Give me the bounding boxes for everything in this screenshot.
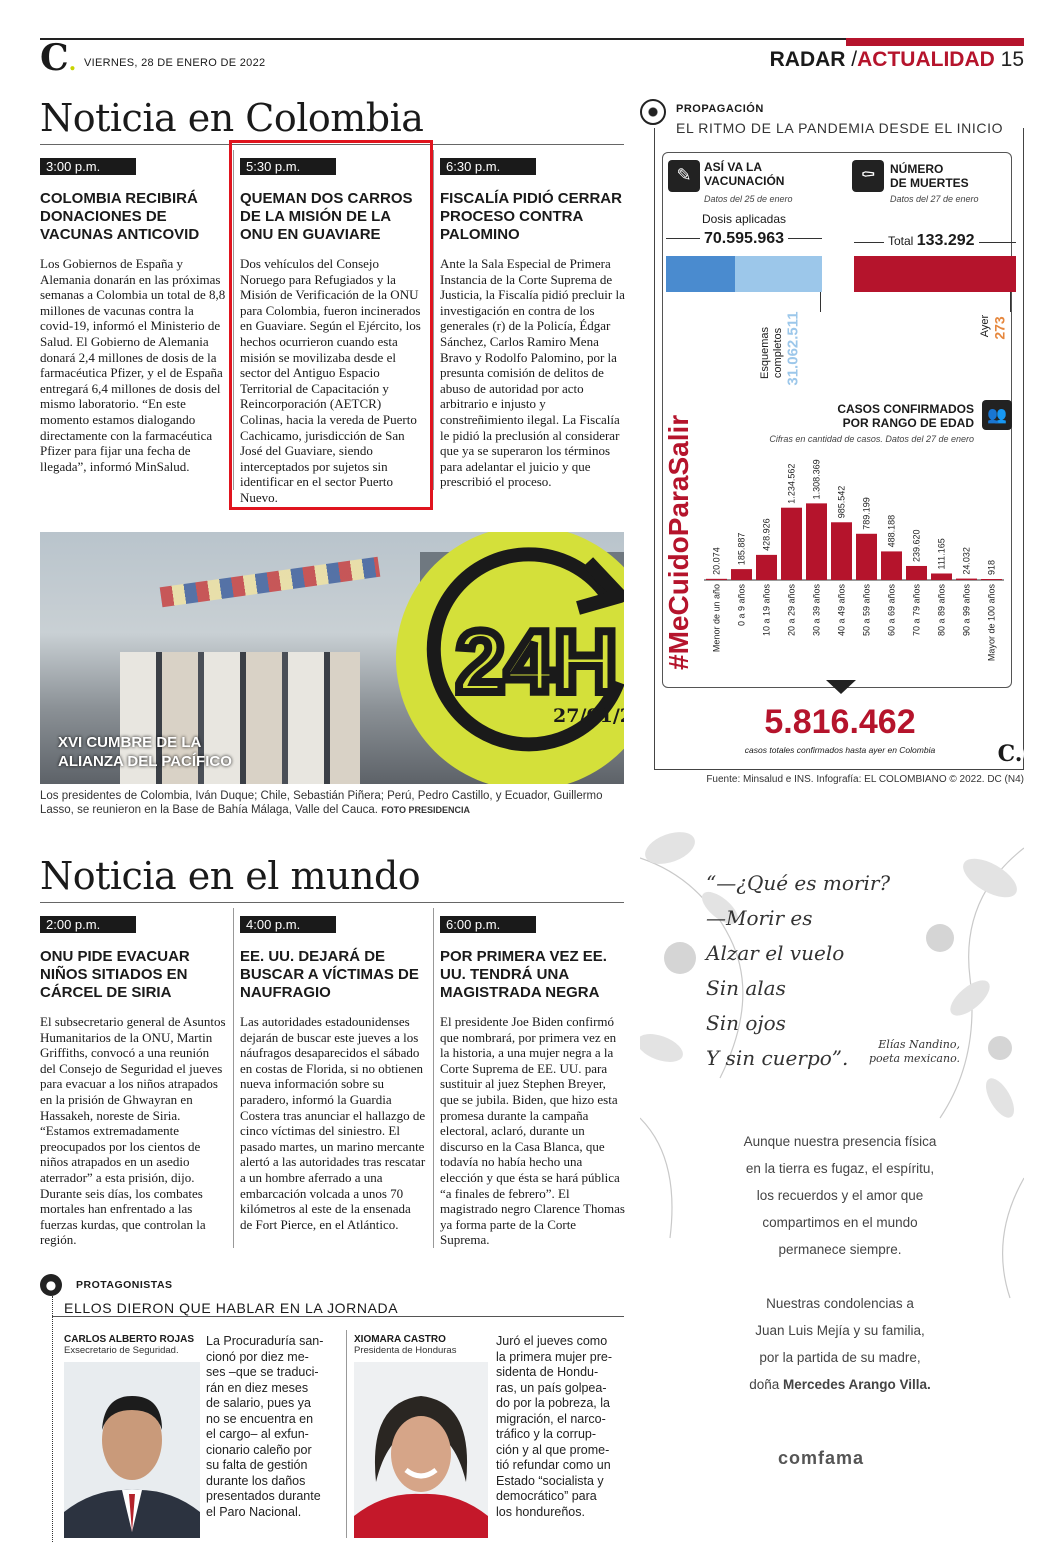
poem-line: “—¿Qué es morir? (706, 871, 891, 895)
time-badge: 2:00 p.m. (40, 916, 136, 933)
infographic-source: Fuente: Minsalud e INS. Infografía: EL COLOMBIANO © 2022. DC (N4) (706, 774, 1024, 785)
time-badge: 3:00 p.m. (40, 158, 136, 175)
poem-line: Sin alas (706, 976, 786, 1000)
text-line: ras, un país golpea- (496, 1380, 607, 1395)
bar-value-label: 488.188 (886, 514, 897, 548)
text-line: los hondureños. (496, 1504, 585, 1519)
poet-credit: Elías Nandino, poeta mexicano. (868, 1038, 960, 1065)
yesterday-block (979, 296, 1022, 346)
category-label: 90 a 99 años (961, 584, 972, 637)
news-item-mundo-1 (40, 916, 226, 1248)
total-cases: 5.816.462 (764, 703, 916, 741)
page-number: 15 (1000, 48, 1024, 71)
column-divider (433, 908, 434, 1248)
bar-7 (881, 551, 902, 580)
bar-3 (781, 508, 802, 580)
category-label: Menor de un año (711, 584, 722, 653)
news-body: Dos vehículos del Consejo Noruego para Refugiados y la Misión de Verificación de la ONU para Colombia, fueron incinerados en Guaviare. Según el Ejército, los hechos ocurrieron cuando esta misión se movilizaba desde el sector del Antiguo Espacio Territorial de Capacitación y Reincorporación (AETCR) Colinas, hacia la vereda de Puerto Cachicamo, jurisdicción de San José del Guaviare, siendo interceptados por sujetos sin identificar en el sector Puerto Nuevo. (240, 256, 421, 505)
category-label: Mayor de 100 años (986, 584, 997, 662)
category-label: 0 a 9 años (736, 584, 747, 627)
text-line: migración, el narco- (496, 1411, 606, 1426)
section-name: RADAR (769, 48, 846, 71)
news-headline: EE. UU. DEJARÁ DE BUSCAR A VÍCTIMAS DE NAUFRAGIO (240, 948, 419, 1001)
text-line: cionó por diez me- (206, 1349, 309, 1364)
complete-value: 31.062.511 (784, 311, 802, 386)
hashtag-text: #MeCuidoParaSalir (663, 414, 694, 670)
dotted-rule (52, 1296, 53, 1542)
text-line: ción y al que prome- (496, 1442, 610, 1457)
news-body: Los Gobiernos de España y Alemania donarán en las próximas semanas a Colombia un total de 8,8 millones de vacunas contra la covid-19, informó el Ministerio de Salud. El Gobierno de Alemania donará 2,4 millones de dosis de la farmacéutica Pfizer, y el de España entregará 6,4 millones de dosis del mismo laboratorio. “En este momento estamos dialogando directamente con la farmacéutica Pfizer para fijar una fecha de llegada”, informó MinSalud. (40, 256, 226, 474)
poem-line: Y sin cuerpo”. (706, 1046, 849, 1070)
badge-text: 24H (456, 612, 618, 711)
protagonist-1-photo (64, 1362, 200, 1538)
category-label: 10 a 19 años (761, 584, 772, 637)
infographic-subtitle: EL RITMO DE LA PANDEMIA DESDE EL INICIO (676, 120, 1004, 136)
news-body: El presidente Joe Biden confirmó que nombrará, por primera vez en la historia, a una mujer negra a la Corte Suprema de EE. UU. para sustituir al juez Stephen Breyer, que se jubila. Biden, que hizo esta promesa durante la campaña electoral, aclaró, durante un discurso en la Casa Blanca, que todavía no había hecho una elección y que ésta se hará pública “a finales de febrero”. El magistrado negro Clarence Thomas ya forma parte de la Corte Suprema. (440, 1014, 625, 1248)
total-cases-label: casos totales confirmados hasta ayer en Colombia (744, 745, 936, 755)
down-arrow-icon (826, 680, 856, 694)
bar-10 (956, 579, 977, 580)
time-badge: 6:30 p.m. (440, 158, 536, 175)
photo-credit (40, 789, 624, 817)
section-header (770, 48, 1024, 72)
bar-9 (931, 573, 952, 580)
category-label: 40 a 49 años (836, 584, 847, 637)
ship-flags (160, 557, 381, 607)
category-label: 50 a 59 años (861, 584, 872, 637)
deceased-name: Mercedes Arango Villa. (783, 1377, 931, 1392)
text-line: Juró el jueves como (496, 1334, 608, 1348)
age-bar-chart (704, 448, 1004, 686)
text-line: tráfico y la corrup- (496, 1427, 597, 1441)
text-line: el Paro Nacional. (206, 1504, 302, 1519)
poem-line: —Morir es (706, 906, 813, 930)
text-line: la primera mujer pre- (496, 1349, 613, 1364)
bar-4 (806, 503, 827, 580)
comfama-logo: comfama (778, 1448, 865, 1468)
category-label: 80 a 89 años (936, 584, 947, 637)
protagonist-2-photo (354, 1362, 488, 1538)
bar-6 (856, 534, 877, 580)
column-divider (433, 150, 434, 490)
bar-8 (906, 566, 927, 580)
news-headline: COLOMBIA RECIBIRÁ DONACIONES DE VACUNAS ANTICOVID (40, 190, 200, 243)
subsection-name: ACTUALIDAD (857, 48, 995, 71)
infographic-label: PROPAGACIÓN (676, 103, 764, 115)
issue-date: VIERNES, 28 DE ENERO DE 2022 (84, 57, 266, 69)
infographic-logo: C. (997, 741, 1023, 767)
news-item-mundo-2 (240, 916, 426, 1232)
complete-label: Esquemas completos (758, 327, 784, 379)
text-line: su falta de gestión (206, 1458, 308, 1472)
complete-bar (666, 256, 735, 292)
category-label: 60 a 69 años (886, 584, 897, 637)
bar-1 (731, 569, 752, 580)
text-line: durante los daños (206, 1473, 306, 1488)
coffin-icon: ⚰ (852, 160, 884, 192)
vaccination-date: Datos del 25 de enero (704, 194, 793, 204)
bar-value-label: 1.308.369 (811, 459, 822, 500)
news-headline: ONU PIDE EVACUAR NIÑOS SITIADOS EN CÁRCEL DE SIRIA (40, 948, 190, 1001)
news-item-colombia-1 (40, 158, 226, 474)
bar-2 (756, 555, 777, 580)
text-line: rán en diez meses (206, 1380, 309, 1395)
24h-badge (388, 532, 647, 784)
section-accent-bar (846, 38, 1024, 46)
text-line: cionario caleño por (206, 1442, 312, 1457)
hashtag-vertical (658, 380, 698, 680)
column-divider (233, 908, 234, 1248)
news-item-mundo-3 (440, 916, 626, 1248)
deaths-title: NÚMERO DE MUERTES (890, 162, 969, 190)
text-line: el cargo– al exfun- (206, 1427, 309, 1441)
news-item-colombia-2 (240, 158, 426, 506)
protagonistas-rule (52, 1316, 624, 1317)
photo-overlay-caption (58, 733, 232, 771)
column-divider (346, 1330, 347, 1538)
news-body: Las autoridades estadounidenses dejarán de buscar este jueves a los náufragos desaparecidos el sábado en costas de Florida, si no obtienen nueva información sobre su paradero, informó la Guardia Costera tras anunciar el hallazgo de cinco víctimas del siniestro. El pasado martes, un marino mercante alertó a las autoridades tras rescatar a un hombre aferrado a una embarcación volcada a unos 70 kilómetros al este de la ensenada de Fort Pierce, en el Atlántico. (240, 1014, 426, 1232)
deaths-total: Total 133.292 (884, 232, 979, 250)
deaths-date: Datos del 27 de enero (890, 194, 979, 204)
people-icon: 👥 (982, 400, 1012, 430)
text-line: presentados durante (206, 1489, 321, 1503)
bar-value-label: 239.620 (911, 529, 922, 562)
doses-value: 70.595.963 (700, 230, 788, 248)
memorial-ad (640, 818, 1024, 1538)
news-item-colombia-3 (440, 158, 626, 490)
text-line: Estado “socialista y (496, 1473, 604, 1488)
category-label: 20 a 29 años (786, 584, 797, 637)
man-portrait-icon (64, 1362, 200, 1538)
deaths-bar (854, 256, 1016, 292)
bar-value-label: 985.542 (836, 485, 847, 519)
text-line: democrático” para (496, 1489, 597, 1503)
category-label: 30 a 39 años (811, 584, 822, 637)
poem-line: Alzar el vuelo (706, 941, 845, 965)
text-line: ses –que se traduci- (206, 1365, 319, 1379)
caption-line: XVI CUMBRE DE LA (58, 734, 202, 751)
protagonist-role: Exsecretario de Seguridad. (64, 1345, 179, 1356)
bar-11 (981, 579, 1002, 580)
protagonistas-label: PROTAGONISTAS (76, 1279, 173, 1291)
category-label: 70 a 79 años (911, 584, 922, 637)
newspaper-logo: C. (40, 37, 77, 79)
protagonist-2-text (496, 1334, 624, 1520)
bar-value-label: 789.199 (861, 497, 872, 530)
caption-line: ALIANZA DEL PACÍFICO (58, 753, 232, 770)
syringe-icon: ✎ (668, 160, 700, 192)
protagonist-2 (354, 1334, 456, 1356)
protagonist-1-text (206, 1334, 332, 1520)
yesterday-label: Ayer (979, 314, 992, 338)
bar-5 (831, 522, 852, 580)
text-line: La Procuraduría san- (206, 1334, 324, 1348)
bar-value-label: 1.234.562 (786, 463, 797, 504)
news-body: El subsecretario general de Asuntos Humanitarios de la ONU, Martin Griffiths, convocó a una reunión del Consejo de Seguridad el jueves para evacuar a los niños atrapados en la prisión de Ghwayran en Hassakeh, noreste de Siria. “Estamos extremadamente preocupados por los cientos de niños atrapados en un asedio aterrador” a esta prisión, dijo. Durante seis días, los combates mortales han enfrentado a las fuerzas kurdas, que controlan la región. (40, 1014, 226, 1248)
badge-date: 27/01/22 (553, 705, 647, 727)
complete-label-block (758, 300, 826, 400)
bar-0 (706, 579, 727, 580)
section-separator: / (851, 48, 858, 71)
virus-icon (640, 99, 666, 125)
protagonist-name: XIOMARA CASTRO (354, 1334, 446, 1345)
condolence-text-1: Aunque nuestra presencia física en la tierra es fugaz, el espíritu, los recuerdos y el amor que compartimos en el mundo permanece siempre. (743, 1134, 937, 1257)
news-headline: POR PRIMERA VEZ EE. UU. TENDRÁ UNA MAGISTRADA NEGRA (440, 948, 607, 1001)
person-icon: ● (40, 1274, 62, 1296)
news-headline: FISCALÍA PIDIÓ CERRAR PROCESO CONTRA PALOMINO (440, 190, 622, 243)
section-rule (40, 902, 624, 903)
cases-note: Cifras en cantidad de casos. Datos del 27 de enero (769, 434, 974, 444)
text-line: de salario, pues ya (206, 1396, 311, 1410)
bar-value-label: 428.926 (761, 518, 772, 551)
section-title-mundo: Noticia en el mundo (40, 854, 421, 898)
protagonist-1 (64, 1334, 194, 1356)
leader-line (820, 292, 821, 312)
bar-value-label: 111.165 (936, 538, 947, 570)
poem-line: Sin ojos (706, 1011, 786, 1035)
time-badge: 4:00 p.m. (240, 916, 336, 933)
credit-text: Los presidentes de Colombia, Iván Duque; Chile, Sebastián Piñera; Perú, Pedro Castillo, y Ecuador, Guillermo Lasso, se reunieron en la Base de Bahía Málaga, Valle del Cauca. (40, 790, 603, 816)
credit-tag: FOTO PRESIDENCIA (381, 805, 471, 815)
bar-value-label: 918 (986, 559, 997, 575)
condolence-text-2: Nuestras condolencias a Juan Luis Mejía y su familia, por la partida de su madre, doña Mercedes Arango Villa. (749, 1296, 931, 1392)
protagonistas-subtitle: ELLOS DIERON QUE HABLAR EN LA JORNADA (64, 1300, 399, 1316)
text-line: sidenta de Hondu- (496, 1365, 599, 1379)
yesterday-value: 273 (991, 316, 1008, 340)
bar-value-label: 20.074 (711, 547, 722, 575)
news-headline: QUEMAN DOS CARROS DE LA MISIÓN DE LA ONU EN GUAVIARE (240, 190, 413, 243)
bar-value-label: 24.032 (961, 547, 972, 575)
section-title-colombia: Noticia en Colombia (40, 96, 424, 140)
cases-title: CASOS CONFIRMADOS POR RANGO DE EDAD (837, 402, 974, 430)
time-badge: 6:00 p.m. (440, 916, 536, 933)
news-body: Ante la Sala Especial de Primera Instancia de la Corte Suprema de Justicia, la Fiscalía pidió precluir la investigación en contra de los generales (r) de la Policía, Édgar Sánchez, Carlos Ramiro Mena Bravo y Rodolfo Palomino, por la presunta comisión de delitos de abuso de autoridad por acto arbitrario e injusto y constreñimiento ilegal. La Fiscalía le pidió la preclusión al considerar que ya se superaron los términos para adelantar el juicio y que prescribió el proceso. (440, 256, 625, 490)
woman-portrait-icon (354, 1362, 488, 1538)
text-line: no se encuentra en (206, 1411, 314, 1426)
protagonist-name: CARLOS ALBERTO ROJAS (64, 1334, 195, 1345)
protagonist-role: Presidenta de Honduras (354, 1345, 457, 1356)
text-line: tió refundar como un (496, 1458, 611, 1472)
doses-label: Dosis aplicadas (701, 212, 787, 226)
vaccination-title: ASÍ VA LA VACUNACIÓN (704, 160, 785, 188)
bar-value-label: 185.887 (736, 532, 747, 566)
text-line: do por la pobreza, la (496, 1396, 610, 1410)
time-badge: 5:30 p.m. (240, 158, 336, 175)
